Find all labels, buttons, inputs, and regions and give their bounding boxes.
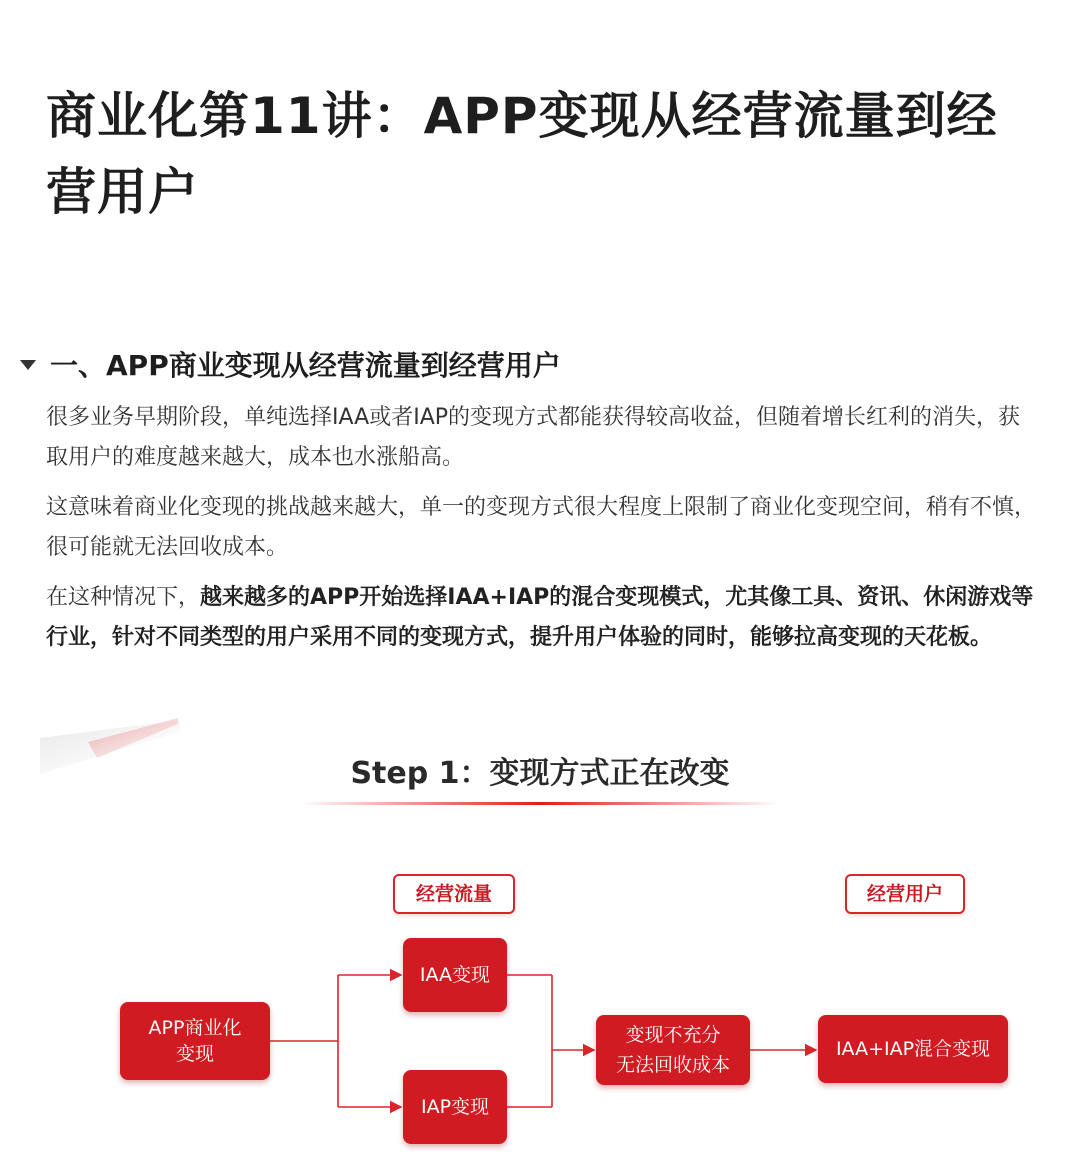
diagram-step-title: Step 1：变现方式正在改变 — [350, 756, 730, 791]
paragraph-3-emphasis: 越来越多的APP开始选择IAA+IAP的混合变现模式，尤其像工具、资讯、休闲游戏等行业，针对不同类型的用户采用不同的变现方式，提升用户体验的同时，能够拉高变现的天花板。 — [46, 585, 1034, 650]
node-insufficient-line1: 变现不充分 — [625, 1024, 721, 1046]
caret-down-icon[interactable] — [20, 360, 36, 370]
node-insufficient-line2: 无法回收成本 — [615, 1054, 730, 1076]
node-app-monetization — [120, 1002, 270, 1080]
node-insufficient-monetization — [596, 1015, 750, 1085]
node-iap-monetization: IAP变现 — [403, 1070, 507, 1144]
section-heading[interactable] — [20, 344, 561, 384]
section-title: 一、APP商业变现从经营流量到经营用户 — [50, 349, 561, 382]
page-title: 商业化第11讲：APP变现从经营流量到经营用户 — [46, 87, 998, 221]
node-iaa-monetization: IAA变现 — [403, 938, 507, 1012]
paragraph-1: 很多业务早期阶段，单纯选择IAA或者IAP的变现方式都能获得较高收益，但随着增长红利的消失，获取用户的难度越来越大，成本也水涨船高。 — [46, 405, 1021, 470]
step-title-underline — [300, 802, 780, 805]
node-app-line1: APP商业化 — [148, 1017, 242, 1039]
node-hybrid-monetization: IAA+IAP混合变现 — [818, 1015, 1008, 1083]
tag-operate-users: 经营用户 — [845, 874, 965, 914]
tag-operate-traffic: 经营流量 — [393, 874, 515, 914]
node-app-line2: 变现 — [175, 1043, 214, 1065]
paragraph-2: 这意味着商业化变现的挑战越来越大，单一的变现方式很大程度上限制了商业化变现空间，稍有不慎，很可能就无法回收成本。 — [46, 495, 1037, 560]
paragraph-3-prefix: 在这种情况下， — [46, 585, 201, 610]
paragraph-3 — [46, 578, 1036, 658]
